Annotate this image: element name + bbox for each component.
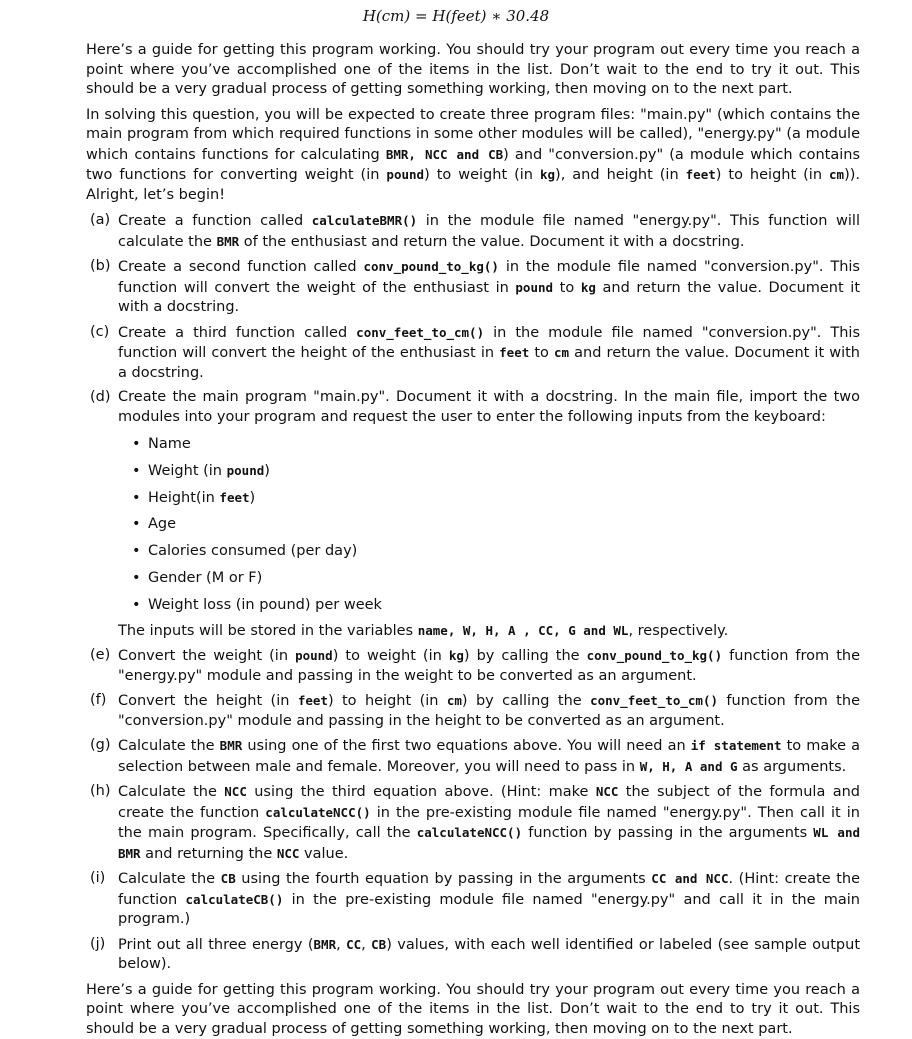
task-item-i: (i) Calculate the CB using the fourth equation by passing in the arguments CC and NCC. (Hint: create the function calculateCB() in the pre-existing module file named "energy.py" and call it in the main program.)	[90, 870, 860, 928]
item-label: (f)	[90, 692, 107, 709]
bullet-name: • Name	[132, 436, 191, 452]
task-item-h: (h) Calculate the NCC using the third equation above. (Hint: make NCC the subject of the formula and create the function calculateNCC() in the pre-existing module file named "energy.py". Then call it in the main program. Specifically, call the calculateNCC() function by passing in the arguments WL and BMR and returning the NCC value.	[90, 783, 860, 862]
task-item-e: (e) Convert the weight (in pound) to weight (in kg) by calling the conv_pound_to_kg() function from the "energy.py" module and passing in the weight to be converted as an argument.	[90, 647, 860, 684]
task-item-b: (b) Create a second function called conv_pound_to_kg() in the module file named "conversion.py". This function will convert the weight of the enthusiast in pound to kg and return the value. Document it with a docstring.	[90, 258, 860, 315]
closing-guide-paragraph: Here’s a guide for getting this program working. You should try your program out every time you reach a point where you’ve accomplished one of the items in the list. Don’t wait to the end to try it out. This should be a very gradual process of getting something working, then moving on to the next part.	[86, 981, 860, 1037]
bullet-weight-loss: • Weight loss (in pound) per week	[132, 596, 382, 613]
item-label: (j)	[90, 935, 106, 952]
formula-rhs: H(feet) ∗ 30.48	[432, 7, 550, 25]
item-label: (b)	[90, 258, 111, 274]
task-item-f: (f) Convert the height (in feet) to height (in cm) by calling the conv_feet_to_cm() function from the "conversion.py" module and passing in the height to be converted as an argument.	[90, 692, 860, 729]
item-label: (g)	[90, 737, 111, 754]
task-item-g: (g) Calculate the BMR using one of the first two equations above. You will need an if statement to make a selection between male and female. Moreover, you will need to pass in W, H, A and G as arguments.	[90, 737, 860, 775]
item-label: (i)	[90, 870, 106, 887]
task-list	[86, 211, 860, 975]
task-item-a: (a) Create a function called calculateBMR() in the module file named "energy.py". This function will calculate the BMR of the enthusiast and return the value. Document it with a docstring.	[90, 212, 860, 250]
item-label: (h)	[90, 783, 111, 800]
bullet-height: • Height(in feet)	[132, 489, 256, 506]
setup-paragraph: In solving this question, you will be expected to create three program files: "main.py" (which contains the main program from which required functions in some other modules will be called), "energy.py" (a module which contains functions for calculating BMR, NCC and CB) and "conversion.py" (a module which contains two functions for converting weight (in pound) to weight (in kg), and height (in feet) to height (in cm)). Alright, let’s begin!	[86, 106, 860, 203]
item-label: (c)	[90, 323, 110, 340]
bullet-age: • Age	[132, 516, 177, 533]
conversion-formula: H(cm) = H(feet) ∗ 30.48	[362, 7, 550, 25]
item-label: (e)	[90, 647, 111, 664]
task-item-c: (c) Create a third function called conv_feet_to_cm() in the module file named "conversion.py". This function will convert the height of the enthusiast in feet to cm and return the value. Document it with a docstring.	[90, 323, 861, 381]
task-item-d: (d) Create the main program "main.py". Document it with a docstring. In the main file, import the two modules into your program and request the user to enter the following inputs from the keyboard: • Name • Weight (in pound) • Height(in feet) • Age • Calories consumed (per day) • Gender (M or F) • Weight loss (in pound) per week The inputs will be stored in the variables name, W, H, A , CC, G and WL, respectively.	[86, 388, 860, 641]
formula-lhs: H(cm)	[362, 7, 411, 25]
intro-guide-paragraph: Here’s a guide for getting this program working. You should try your program out every time you reach a point where you’ve accomplished one of the items in the list. Don’t wait to the end to try it out. This should be a very gradual process of getting something working, then moving on to the next part.	[86, 42, 860, 97]
item-label: (a)	[90, 212, 111, 228]
bullet-calories: • Calories consumed (per day)	[132, 543, 358, 560]
bullet-weight: • Weight (in pound)	[132, 462, 270, 479]
variables-sentence: The inputs will be stored in the variables name, W, H, A , CC, G and WL, respectively.	[118, 622, 729, 639]
item-label: (d)	[90, 389, 111, 405]
input-bullet-list	[118, 431, 860, 619]
bullet-gender: • Gender (M or F)	[132, 569, 263, 586]
task-item-j: (j) Print out all three energy (BMR, CC, CB) values, with each well identified or labeled (see sample output below).	[90, 935, 861, 973]
